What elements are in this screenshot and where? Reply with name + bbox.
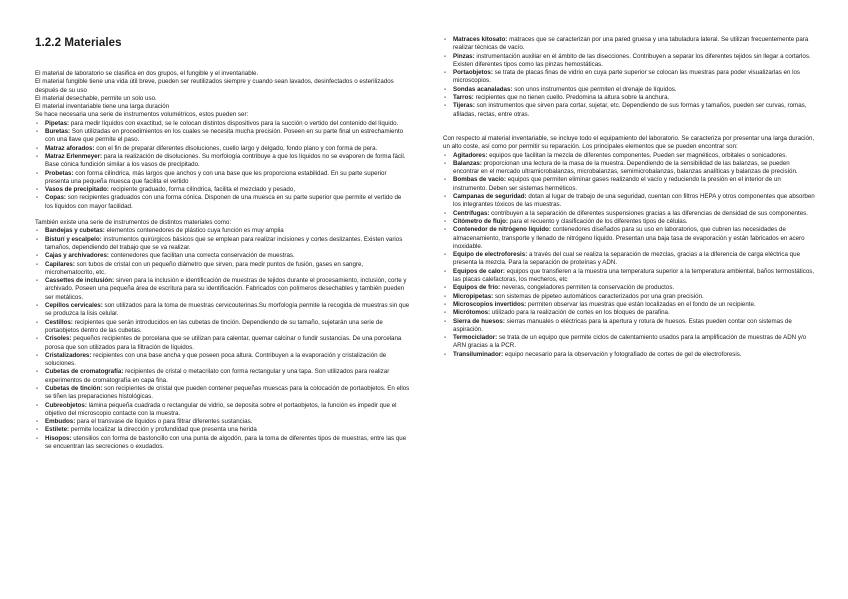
item-description: utilizado para la realización de cortes en los bloques de parafina.: [490, 309, 670, 317]
item-description: para medir líquidos con exactitud, se le colocan distintos dispositivos para la succión o vertido del contenido del líquido.: [69, 119, 399, 127]
list-item: [443, 210, 815, 218]
list-item: [443, 218, 815, 226]
item-description: con forma cilíndrica, más largos que anchos y con una base que les proporciona estabilidad. En su parte superior presenta una pequeña muesca que facilita el vertido: [45, 169, 387, 185]
item-term: Cassettes de inclusión:: [45, 277, 115, 285]
item-description: recipientes de cristal o metacrilato con forma rectangular y una tapa. Son utilizados para realizar experimentos de cromatografía en capa fina.: [45, 368, 390, 384]
item-term: Capilares:: [45, 260, 75, 268]
list-item: [35, 426, 410, 434]
item-term: Buretas:: [45, 128, 71, 136]
list-item: [443, 301, 815, 309]
item-description: contenedores diseñados para su uso en laboratorios, que cubren las necesidades de almacenamiento, transporte y llenado de nitrógeno líquido. Presentan una baja tasa de evaporación y están fabricados en acero inoxidable.: [453, 226, 805, 250]
item-description: con el fin de preparar diferentes disoluciones, cuello largo y delgado, fondo plano y con forma de pera.: [94, 144, 378, 152]
item-description: neveras, congeladores permiten la conservación de productos.: [500, 284, 675, 292]
intro-line: También existe una serie de instrumentos de distintos materiales como:: [35, 219, 232, 227]
equipment-list: [443, 152, 815, 359]
item-description: equipos que transfieren a la muestra una temperatura superior a la temperatura ambiental, baños termostáticos, las placas calefactoras, los mecheros, etc: [453, 267, 815, 284]
list-item: [443, 86, 815, 94]
item-term: Transiluminador:: [453, 350, 504, 358]
list-item: [35, 145, 410, 153]
item-term: Microscopios invertidos:: [453, 300, 527, 308]
item-description: lámina pequeña cuadrada o rectangular de vidrio, se deposita sobre el portaobjetos, la función es impedir que el objetivo del microscopio contacte con la muestra.: [45, 401, 397, 417]
item-term: Tarros:: [453, 94, 474, 102]
right-column: [443, 36, 815, 359]
list-item: [443, 176, 815, 193]
list-item: [35, 402, 410, 419]
item-description: a través del cual se realiza la separación de mezclas, gracias a la diferencia de carga eléctrica que presenta la mezcla. Para la separación de proteínas y ADN.: [453, 251, 801, 267]
item-description: equipo necesario para la observación y fotografiado de cortes de gel de electroforesis.: [503, 350, 742, 358]
item-description: se trata de un equipo que permite ciclos de calentamiento usados para la amplificación de muestras de ADN y/o ARN gracias a la PCR.: [453, 334, 807, 350]
list-item: [443, 36, 815, 53]
item-term: Equipos de frío:: [453, 284, 501, 292]
left-column: [35, 36, 410, 451]
item-term: Vasos de precipitado:: [45, 186, 109, 194]
item-term: Balanzas:: [453, 159, 482, 167]
item-term: Cubetas de tinción:: [45, 384, 103, 392]
list-item: [443, 193, 815, 210]
item-description: equipos que permiten eliminar gases realizando el vacío y reduciendo la presión en el interior de un instrumento. Deben ser sistemas herméticos.: [453, 176, 781, 192]
item-description: para el transvase de líquidos o para filtrar diferentes sustancias.: [75, 418, 253, 426]
list-item: [35, 236, 410, 253]
item-description: Son utilizadas en procedimientos en los cuales se necesita mucha precisión. Poseen en su parte final un estrechamiento con una llave que permite el paso.: [45, 128, 404, 144]
item-description: son unos instrumentos que permiten el drenaje de líquidos.: [512, 85, 677, 93]
item-term: Cajas y archivadores:: [45, 252, 109, 260]
item-term: Bandejas y cubetas:: [45, 227, 105, 235]
list-item: [35, 352, 410, 369]
item-term: Crisoles:: [45, 335, 72, 343]
intro-line: El material de laboratorio se clasifica en dos grupos, el fungible y el inventariable.: [35, 70, 259, 77]
item-term: Hisopos:: [45, 434, 72, 442]
list-item: [443, 268, 815, 285]
list-item: [443, 351, 815, 359]
list-item: [35, 302, 410, 319]
list-item: [35, 418, 410, 426]
item-description: matraces que se caracterizan por una pared gruesa y una tabuladura lateral. Se utilizan frecuentemente para realizar técnicas de vacío.: [453, 36, 809, 52]
intro-line: Se hace necesaria una serie de instrumentos volumétricos, estos pueden ser:: [35, 111, 249, 119]
item-term: Cepillos cervicales:: [45, 302, 103, 310]
item-term: Cubreobjetos:: [45, 401, 87, 409]
item-description: para el recuento y clasificación de los diferentes tipos de células.: [508, 217, 688, 225]
item-term: Cristalizadores:: [45, 351, 92, 359]
item-term: Probetas:: [45, 169, 74, 177]
list-item: [35, 435, 410, 452]
item-term: Campanas de seguridad:: [453, 193, 527, 201]
item-description: recipientes con una base ancha y que poseen poca altura. Contribuyen a la evaporación y cristalización de soluciones.: [45, 351, 387, 368]
item-term: Pipetas:: [45, 119, 70, 127]
section-title: 1.2.2 Materiales: [35, 37, 122, 49]
item-term: Equipo de electroforesis:: [453, 251, 528, 259]
list-item: [35, 252, 410, 260]
list-item: [443, 284, 815, 292]
list-item: [443, 334, 815, 351]
intro-line: El material fungible tiene una vida útil breve, pueden ser reutilizados siempre y cuando sean lavados, desinfectados o esterilizados después de su uso: [35, 78, 394, 94]
item-term: Sondas acanaladas:: [453, 85, 513, 93]
item-term: Matraz aforados:: [45, 144, 95, 152]
list-item: [35, 227, 410, 235]
item-description: son sistemas de pipeteo automáticos caracterizados por una gran precisión.: [493, 292, 704, 300]
item-term: Portaobjetos:: [453, 69, 493, 77]
item-description: recipientes que no tienen cuello. Predomina la altura sobre la anchura.: [473, 94, 670, 102]
item-term: Micrótomos:: [453, 309, 491, 317]
item-term: Tijeras:: [453, 102, 475, 110]
item-description: sirven para la inclusión e identificación de muestras de tejidos durante el procesamiento, inclusión, corte y archivado. Poseen una pequeña área de escritura para su identificación. Fabricados con polímeros desechables y también pueden ser metálicos.: [45, 277, 407, 301]
inventory-intro: Con respecto al material inventariable, se incluye todo el equipamiento del laboratorio. Se caracteriza por presentar una larga duración, un alto coste, así como por permitir su reparación. Los principales elementos que se pueden encontrar son:: [443, 134, 815, 151]
list-item: [35, 368, 410, 385]
list-item: [35, 277, 410, 302]
item-term: Pinzas:: [453, 52, 475, 60]
item-description: son instrumentos que sirven para cortar, sujetar, etc. Dependiendo de sus formas y tamaños, pueden ser curvas, romas, afiladas, rectas, entre otras.: [453, 102, 807, 118]
item-description: instrumentación auxiliar en el ámbito de las disecciones. Contribuyen a separar los diferentes tejidos sin llegar a cortarlos. Existen diferentes tipos como las pinzas hemostáticas.: [453, 52, 811, 68]
item-term: Equipos de calor:: [453, 267, 505, 275]
list-item: [443, 94, 815, 102]
item-description: proporcionan una lectura de la masa de la muestra. Dependiendo de la sensibilidad de las balanzas, se pueden encontrar en el mercado ultramicrobalanzas, microbalanzas, semimicrobalanzas, balanzas analíticas y balanzas de precisión.: [453, 159, 798, 176]
list-item: [443, 318, 815, 335]
list-item: [35, 385, 410, 402]
item-description: recipiente graduado, forma cilíndrica, facilita el mezclado y pesado,: [108, 186, 296, 194]
list-item: [35, 153, 410, 170]
item-description: son recipientes graduados con una forma cónica. Disponen de una muesca en su parte superior que permite el vertido de los líquidos con mayor facilidad.: [45, 194, 402, 210]
volumetric-list: [35, 120, 410, 211]
list-item: [443, 251, 815, 268]
item-term: Contenedor de nitrógeno líquido:: [453, 226, 551, 234]
materials-list-continued: [443, 36, 815, 119]
item-description: elementos contenedores de plástico cuya función es muy amplia: [104, 227, 284, 235]
item-term: Micropipetas:: [453, 292, 494, 300]
item-term: Matraces kitosato:: [453, 36, 508, 43]
item-description: equipos que facilitan la mezcla de diferentes componentes. Pueden ser magnéticos, orbitales o sonicadores.: [487, 151, 787, 159]
intro-line: El material inventariable tiene una larga duración: [35, 103, 170, 111]
list-item: [35, 261, 410, 278]
item-term: Agitadores:: [453, 151, 488, 159]
item-term: Estilete:: [45, 426, 70, 434]
item-term: Termociclador:: [453, 334, 498, 342]
item-description: se trata de placas finas de vidrio en cuya parte superior se colocan las muestras para poder visualizarlas en los microscopios.: [453, 69, 801, 85]
list-item: [443, 69, 815, 86]
item-description: recipientes que serán introducidos en las cubetas de tinción. Dependiendo de su tamaño, sujetarán una serie de portaobjetos dentro de las cubetas.: [45, 318, 383, 334]
item-description: utensilios con forma de bastoncillo con una punta de algodón, para la toma de diferentes tipos de muestras, entre las que se encuentran las secreciones o exudados.: [45, 434, 407, 451]
item-term: Bombas de vacío:: [453, 176, 506, 184]
list-item: [443, 53, 815, 70]
list-item: [443, 293, 815, 301]
list-item: [35, 335, 410, 352]
item-description: contenedores que facilitan una correcta conservación de muestras.: [108, 252, 295, 260]
list-item: [443, 152, 815, 160]
item-description: sierras manuales o eléctricas para la apertura y rotura de huesos. Estas pueden contar con sistemas de aspiración.: [453, 317, 792, 333]
item-description: permiten observar las muestras que están localizadas en el fondo de un recipiente.: [526, 300, 756, 308]
materials-list: [35, 227, 410, 451]
item-description: para la realización de disoluciones. Su morfología contribuye a que los líquidos no se evaporen de forma fácil. Base cónica fundición similar a los vasos de precipitado.: [45, 152, 406, 169]
item-description: son utilizados para la toma de muestras cervicouterinas.Su morfología permite la recogida de muestras sin que se produzca la lisis celular.: [45, 302, 410, 318]
item-description: instrumentos quirúrgicos básicos que se emplean para realizar incisiones y cortes deslizantes. Existen varios tamaños, dependiendo del trabajo que se va realizar.: [45, 235, 403, 251]
item-description: son recipientes de cristal que pueden contener pequeñas muescas para la colocación de portaobjetos. En ellos se tiñen las preparaciones histológicas.: [45, 384, 410, 401]
item-term: Sierra de huesos:: [453, 317, 505, 325]
item-description: pequeños recipientes de porcelana que se utilizan para calentar, quemar calcinar o fundir sustancias. De una porcelana porosa que son utilizados para la filtración de líquidos.: [45, 335, 402, 351]
item-description: dotan al lugar de trabajo de una seguridad, cuentan con filtros HEPA y otros componentes que absorben los integrantes tóxicos de las muestras.: [453, 193, 815, 209]
list-item: [35, 194, 410, 211]
list-item: [443, 309, 815, 317]
item-description: son tubos de cristal con un pequeño diámetro que sirven, para medir puntos de fusión, gases en sangre, microhematocrito, etc.: [45, 260, 364, 276]
item-term: Cubetas de cromatografía:: [45, 368, 124, 376]
item-term: Cestillos:: [45, 318, 73, 326]
item-term: Citómetro de flujo:: [453, 217, 508, 225]
item-term: Centrífugas:: [453, 209, 490, 217]
list-item: [35, 120, 410, 128]
list-item: [35, 319, 410, 336]
list-item: [35, 128, 410, 145]
list-item: [443, 226, 815, 251]
list-item: [35, 186, 410, 194]
item-term: Matraz Erlenmeyer:: [45, 152, 103, 160]
item-term: Embudos:: [45, 418, 76, 426]
item-description: contribuyen a la separación de diferentes suspensiones gracias a las diferencias de densidad de sus componentes.: [489, 209, 808, 217]
item-term: Bisturí y escalpelo:: [45, 235, 102, 243]
item-description: permite localizar la dirección y profundidad que presenta una herida: [69, 426, 257, 434]
list-item: [35, 170, 410, 187]
item-term: Copas:: [45, 194, 66, 202]
list-item: [443, 160, 815, 177]
intro-block: [35, 70, 410, 120]
intro-line: El material desechable, permite un solo uso.: [35, 94, 157, 102]
list-item: [443, 102, 815, 119]
